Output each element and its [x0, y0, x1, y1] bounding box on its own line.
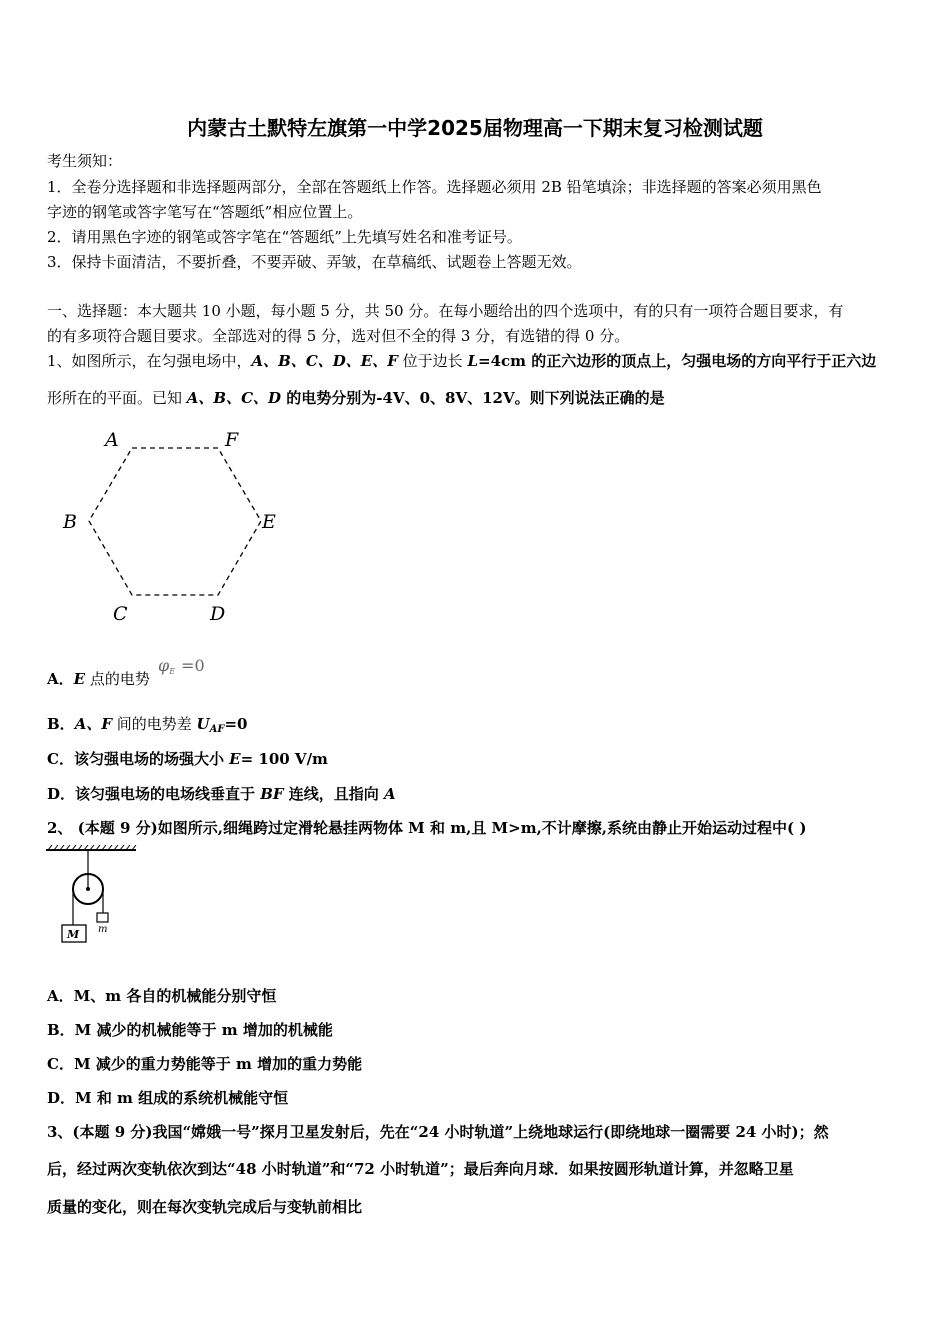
q1-option-d-text: 连线，且指向 — [283, 785, 385, 803]
q1-option-b-prefix: B． — [47, 715, 75, 733]
q1-text-1: 1、如图所示，在匀强电场中， — [47, 352, 252, 370]
q2-option-d: D．M 和 m 组成的系统机械能守恒 — [47, 1089, 289, 1107]
q1-option-c-prefix: C．该匀强电场的场强大小 — [47, 750, 230, 768]
phi-subscript: E — [169, 667, 176, 676]
q2-option-c: C．M 减少的重力势能等于 m 增加的重力势能 — [47, 1055, 363, 1073]
q1-option-c-eq: = 100 V/m — [240, 750, 328, 768]
q1-option-a-var: E — [73, 670, 86, 688]
phi-equals: =0 — [181, 656, 205, 675]
q3-stem-line-3: 质量的变化，则在每次变轨完成后与变轨前相比 — [47, 1198, 363, 1216]
q1-option-d-a: A — [384, 785, 396, 803]
q3-stem-line-2: 后，经过两次变轨依次到达“48 小时轨道”和“72 小时轨道”；最后奔向月球．如果按圆形轨道计算，并忽略卫星 — [47, 1160, 794, 1178]
q1-option-d — [47, 784, 396, 804]
q1-stem-line-1 — [47, 351, 876, 371]
q1-option-b-var: A、F — [74, 715, 112, 733]
q2-option-a: A．M、m 各自的机械能分别守恒 — [47, 987, 277, 1005]
notice-item-3: 3．保持卡面清洁，不要折叠，不要弄破、弄皱，在草稿纸、试题卷上答题无效。 — [47, 253, 582, 271]
notice-item-2: 2．请用黑色字迹的钢笔或答字笔在“答题纸”上先填写姓名和准考证号。 — [47, 228, 522, 246]
q1-stem-line-2 — [47, 388, 665, 408]
section-intro-line-2: 的有多项符合题目要求。全部选对的得 5 分，选对但不全的得 3 分，有选错的得 0 分。 — [47, 327, 630, 345]
label-E: E — [262, 511, 276, 533]
q1-option-a-text: 点的电势 — [85, 670, 150, 688]
label-D: D — [210, 603, 226, 625]
q1-option-b-text: 间的电势差 — [111, 715, 197, 733]
phi-symbol: φ — [158, 656, 170, 675]
hexagon-figure — [55, 425, 295, 630]
hexagon-shape — [89, 448, 261, 595]
q2-option-b: B．M 减少的机械能等于 m 增加的机械能 — [47, 1021, 333, 1039]
label-B: B — [63, 511, 77, 533]
pulley-axle — [86, 887, 90, 891]
page-title: 内蒙古土默特左旗第一中学2025届物理高一下期末复习检测试题 — [187, 116, 763, 140]
q1-text-5: 的电势分别为-4V、0、8V、12V。则下列说法正确的是 — [281, 389, 665, 407]
pulley-figure — [44, 845, 139, 950]
notice-heading: 考生须知： — [47, 152, 123, 170]
mass-m-label: m — [98, 924, 108, 935]
q1-option-b-U: U — [196, 715, 210, 733]
q1-option-a-prefix: A． — [47, 670, 74, 688]
q1-option-c — [47, 749, 328, 769]
q1-option-d-prefix: D．该匀强电场的电场线垂直于 — [47, 785, 261, 803]
label-A: A — [105, 429, 119, 451]
q1-points: A、B、C、D、E、F — [251, 352, 398, 370]
label-F: F — [225, 429, 239, 451]
q1-option-b-sub: AF — [209, 724, 225, 735]
q1-text-2: 位于边长 — [397, 352, 468, 370]
q2-stem: 2、 (本题 9 分)如图所示,细绳跨过定滑轮悬挂两物体 M 和 m,且 M>m,不计摩擦,系统由静止开始运动过程中( ) — [47, 819, 807, 837]
q1-text-4: 形所在的平面。已知 — [47, 389, 187, 407]
q1-text-3: =4cm 的正六边形的顶点上，匀强电场的方向平行于正六边 — [478, 352, 877, 370]
section-intro-line-1: 一、选择题：本大题共 10 小题，每小题 5 分，共 50 分。在每小题给出的四个选项中，有的只有一项符合题目要求，有 — [47, 302, 844, 320]
q1-option-a-formula — [158, 656, 205, 676]
label-C: C — [113, 603, 128, 625]
q1-option-b-eq: =0 — [224, 715, 248, 733]
q1-option-a — [47, 669, 150, 689]
notice-item-1-line-1: 1．全卷分选择题和非选择题两部分，全部在答题纸上作答。选择题必须用 2B 铅笔填涂；非选择题的答案必须用黑色 — [47, 178, 822, 196]
q1-L: L — [467, 352, 478, 370]
notice-item-1-line-2: 字迹的钢笔或答字笔写在“答题纸”相应位置上。 — [47, 203, 363, 221]
mass-m-block — [97, 913, 108, 922]
mass-M-label: M — [67, 928, 80, 941]
q1-option-d-bf: BF — [260, 785, 284, 803]
q3-stem-line-1: 3、(本题 9 分)我国“嫦娥一号”探月卫星发射后，先在“24 小时轨道”上绕地球运行(即绕地球一圈需要 24 小时)；然 — [47, 1123, 829, 1141]
q1-option-c-var: E — [229, 750, 241, 768]
q1-abcd: A、B、C、D — [186, 389, 282, 407]
q1-option-b — [47, 714, 248, 740]
